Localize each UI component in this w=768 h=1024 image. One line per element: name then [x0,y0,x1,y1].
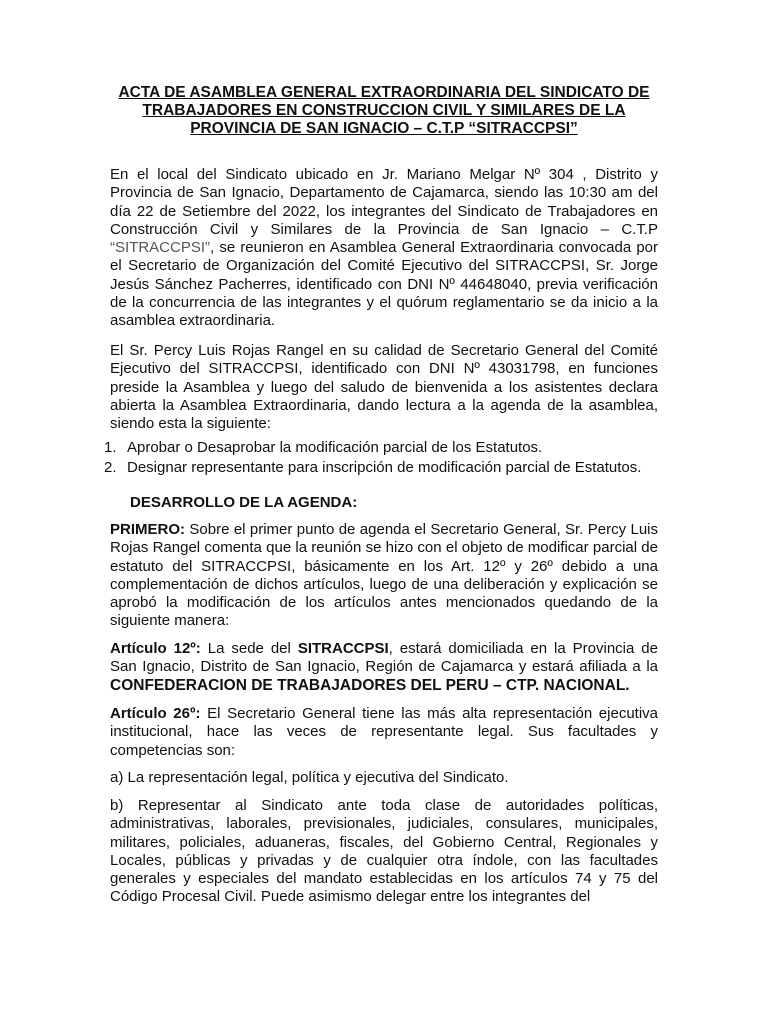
item-a-paragraph [110,769,658,787]
intro-text-gray: “SITRACCPSI” [110,239,211,257]
second-paragraph [110,342,658,433]
articulo-12-text-b: , estará domiciliada en la Provincia de San Ignacio, Distrito de San Ignacio, Región de Cajamarca y estará afiliada a la [110,640,658,676]
intro-paragraph [110,166,658,331]
item-a-text: a) La representación legal, política y ejecutiva del Sindicato. [110,769,509,786]
item-b-paragraph [110,797,658,907]
agenda-item-number: 2. [104,459,117,476]
agenda-item [100,438,670,458]
intro-text-b: , se reunieron en Asamblea General Extraordinaria convocada por el Secretario de Organización del Comité Ejecutivo del SITRACCPSI, Sr. Jorge Jesús Sánchez Pacherres, identificado con DNI Nº 44648040, previa verificación de la concurrencia de las integrantes y el quórum reglamentario se da inicio a la asamblea extraordinaria. [110,239,658,330]
agenda-list [100,438,670,478]
articulo-12-text-a: La sede del [200,640,298,657]
agenda-item-number: 1. [104,439,117,456]
articulo-12-paragraph [110,640,658,695]
second-paragraph-text: El Sr. Percy Luis Rojas Rangel en su calidad de Secretario General del Comité Ejecutivo del SITRACCPSI, identificado con DNI Nº 43031798, en funciones preside la Asamblea y luego del saludo de bienvenida a los asistentes declara abierta la Asamblea Extraordinaria, dando lectura a la agenda de la asamblea, siendo esta la siguiente: [110,342,658,433]
title-line-1: ACTA DE ASAMBLEA GENERAL EXTRAORDINARIA DEL SINDICATO DE [118,84,650,101]
agenda-item-text: Designar representante para inscripción de modificación parcial de Estatutos. [127,459,642,476]
intro-text-a: En el local del Sindicato ubicado en Jr. Mariano Melgar Nº 304 , Distrito y Provincia de San Ignacio, Departamento de Cajamarca, siendo las 10:30 am del día 22 de Setiembre del 2022, los integrantes del Sindicato de Trabajadores en Construcción Civil y Similares de la Provincia de San Ignacio – C.T.P [110,166,658,238]
agenda-item [100,458,670,478]
title-line-2: TRABAJADORES EN CONSTRUCCION CIVIL Y SIMILARES DE LA [142,102,626,119]
articulo-12-label: Artículo 12º: [110,640,201,657]
primero-text: Sobre el primer punto de agenda el Secretario General, Sr. Percy Luis Rojas Rangel comenta que la reunión se hizo con el objeto de modificar parcial de estatuto del SITRACCPSI, básicamente en los Art. 12º y 26º debido a una complementación de dichos artículos, luego de una deliberación y explicación se aprobó la modificación de los artículos antes mencionados quedando de la siguiente manera: [110,521,658,630]
document-title [100,84,668,138]
articulo-12-name: SITRACCPSI [297,640,389,657]
articulo-12-confederacion: CONFEDERACION DE TRABAJADORES DEL PERU – CTP. NACIONAL. [110,676,630,694]
item-b-text: b) Representar al Sindicato ante toda clase de autoridades políticas, administrativas, laborales, previsionales, judiciales, consulares, municipales, militares, policiales, aduaneras, fiscales, del Gobierno Central, Regionales y Locales, públicas y privadas y de cualquier otra índole, con las facultades generales y especiales del mandato establecidas en los artículos 74 y 75 del Código Procesal Civil. Puede asimismo delegar entre los integrantes del [110,797,658,906]
agenda-item-text: Aprobar o Desaprobar la modificación parcial de los Estatutos. [127,439,543,456]
articulo-26-text: El Secretario General tiene las más alta representación ejecutiva institucional, hace las veces de representante legal. Sus facultades y competencias son: [110,705,659,759]
title-line-3: PROVINCIA DE SAN IGNACIO – C.T.P “SITRACCPSI” [190,120,578,137]
desarrollo-heading: DESARROLLO DE LA AGENDA: [130,494,358,511]
articulo-26-paragraph [110,705,658,760]
primero-label: PRIMERO: [110,521,185,538]
primero-paragraph [110,521,658,631]
articulo-26-label: Artículo 26º: [110,705,201,722]
